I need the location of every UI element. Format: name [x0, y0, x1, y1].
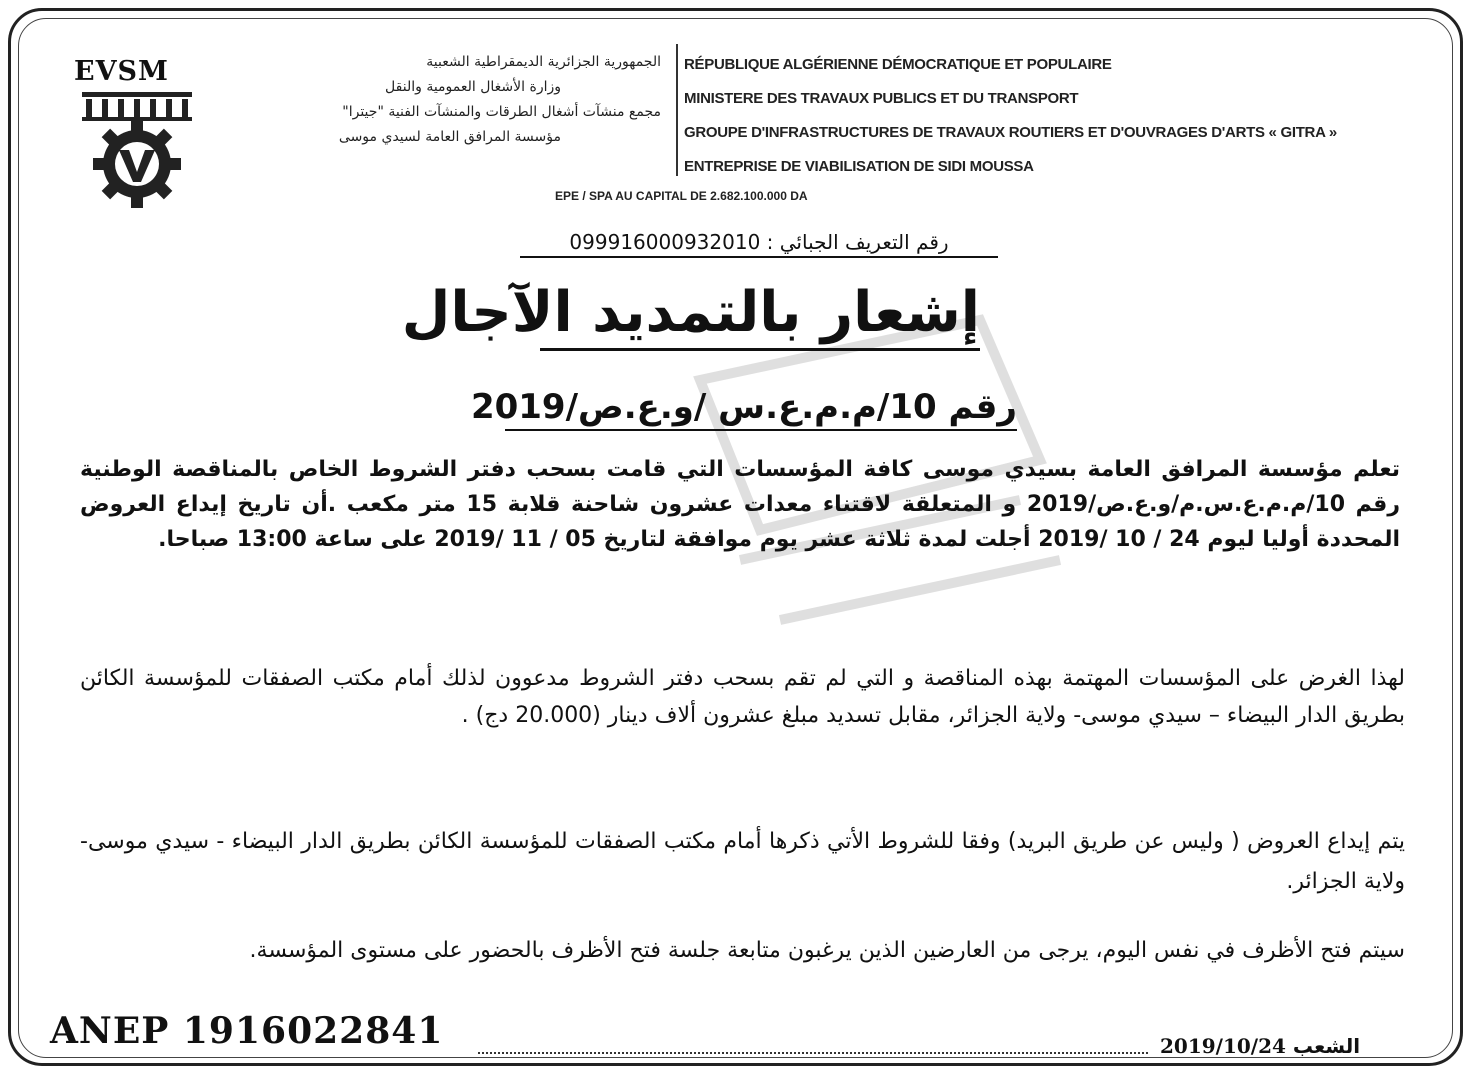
footer-date: 2019/10/24	[1160, 1034, 1286, 1058]
gear-v-icon	[82, 92, 192, 208]
anep-reference: ANEP 1916022841	[50, 1010, 444, 1052]
ar-header-group: مجمع منشآت أشغال الطرقات والمنشآت الفنية "جيترا"	[342, 104, 661, 120]
notice-number: رقم 10/م.م.ع.س /و.ع.ص/2019	[505, 385, 1017, 431]
paragraph-withdrawal: لهذا الغرض على المؤسسات المهتمة بهذه المناقصة و التي لم تقم بسحب دفتر الشروط مدعوون لذلك أمام مكتب الصفقات للمؤسسة الكائن بطريق الدار البيضاء – سيدي موسى- ولاية الجزائر، مقابل تسديد مبلغ عشرون ألاف دينار (20.000 دج) .	[80, 666, 1405, 728]
notice-title: إشعار بالتمديد الآجال	[540, 278, 980, 351]
ar-header-ministry: وزارة الأشغال العمومية والنقل	[385, 79, 561, 95]
fr-header-group: GROUPE D'INFRASTRUCTURES DE TRAVAUX ROUTIERS ET D'OUVRAGES D'ARTS « GITRA »	[684, 124, 1337, 141]
paragraph-submission: يتم إيداع العروض ( وليس عن طريق البريد) وفقا للشروط الأتي ذكرها أمام مكتب الصفقات للمؤسسة الكائن بطريق الدار البيضاء - سيدي موسى- ولاية الجزائر.	[80, 829, 1405, 894]
footer-newspaper: الشعب	[1292, 1034, 1361, 1058]
french-header	[684, 48, 1404, 184]
fr-header-ministry: MINISTERE DES TRAVAUX PUBLICS ET DU TRANSPORT	[684, 90, 1079, 107]
company-logo-text: EVSM	[74, 56, 169, 87]
paragraph-opening: سيتم فتح الأظرف في نفس اليوم، يرجى من العارضين الذين يرغبون متابعة جلسة فتح الأظرف بالحضور على مستوى المؤسسة.	[249, 938, 1405, 963]
header-divider	[676, 44, 678, 176]
ar-header-republic: الجمهورية الجزائرية الديمقراطية الشعبية	[426, 54, 661, 70]
fr-header-company: ENTREPRISE DE VIABILISATION DE SIDI MOUSSA	[684, 158, 1034, 175]
footer-dotted-line	[478, 1052, 1148, 1054]
company-capital: EPE / SPA AU CAPITAL DE 2.682.100.000 DA	[555, 189, 808, 203]
fr-header-republic: RÉPUBLIQUE ALGÉRIENNE DÉMOCRATIQUE ET POPULAIRE	[684, 56, 1112, 73]
ar-header-company: مؤسسة المرافق العامة لسيدي موسى	[338, 129, 561, 145]
paragraph-extension: تعلم مؤسسة المرافق العامة بسيدي موسى كافة المؤسسات التي قامت بسحب دفتر الشروط الخاص بالمناقصة الوطنية رقم 10/م.م.ع.س.م/و.ع.ص/2019 و المتعلقة لاقتناء معدات عشرون شاحنة قلابة 15 متر مكعب .أن تاريخ إيداع العروض المحددة أوليا ليوم 24 / 10 /2019 أجلت لمدة ثلاثة عشر يوم موافقة لتاريخ 05 / 11 /2019 على ساعة 13:00 صباحا.	[80, 457, 1400, 552]
arabic-header	[281, 50, 661, 150]
tax-id: رقم التعريف الجبائي : 099916000932010	[520, 230, 998, 258]
footer-publication	[1160, 1034, 1360, 1058]
